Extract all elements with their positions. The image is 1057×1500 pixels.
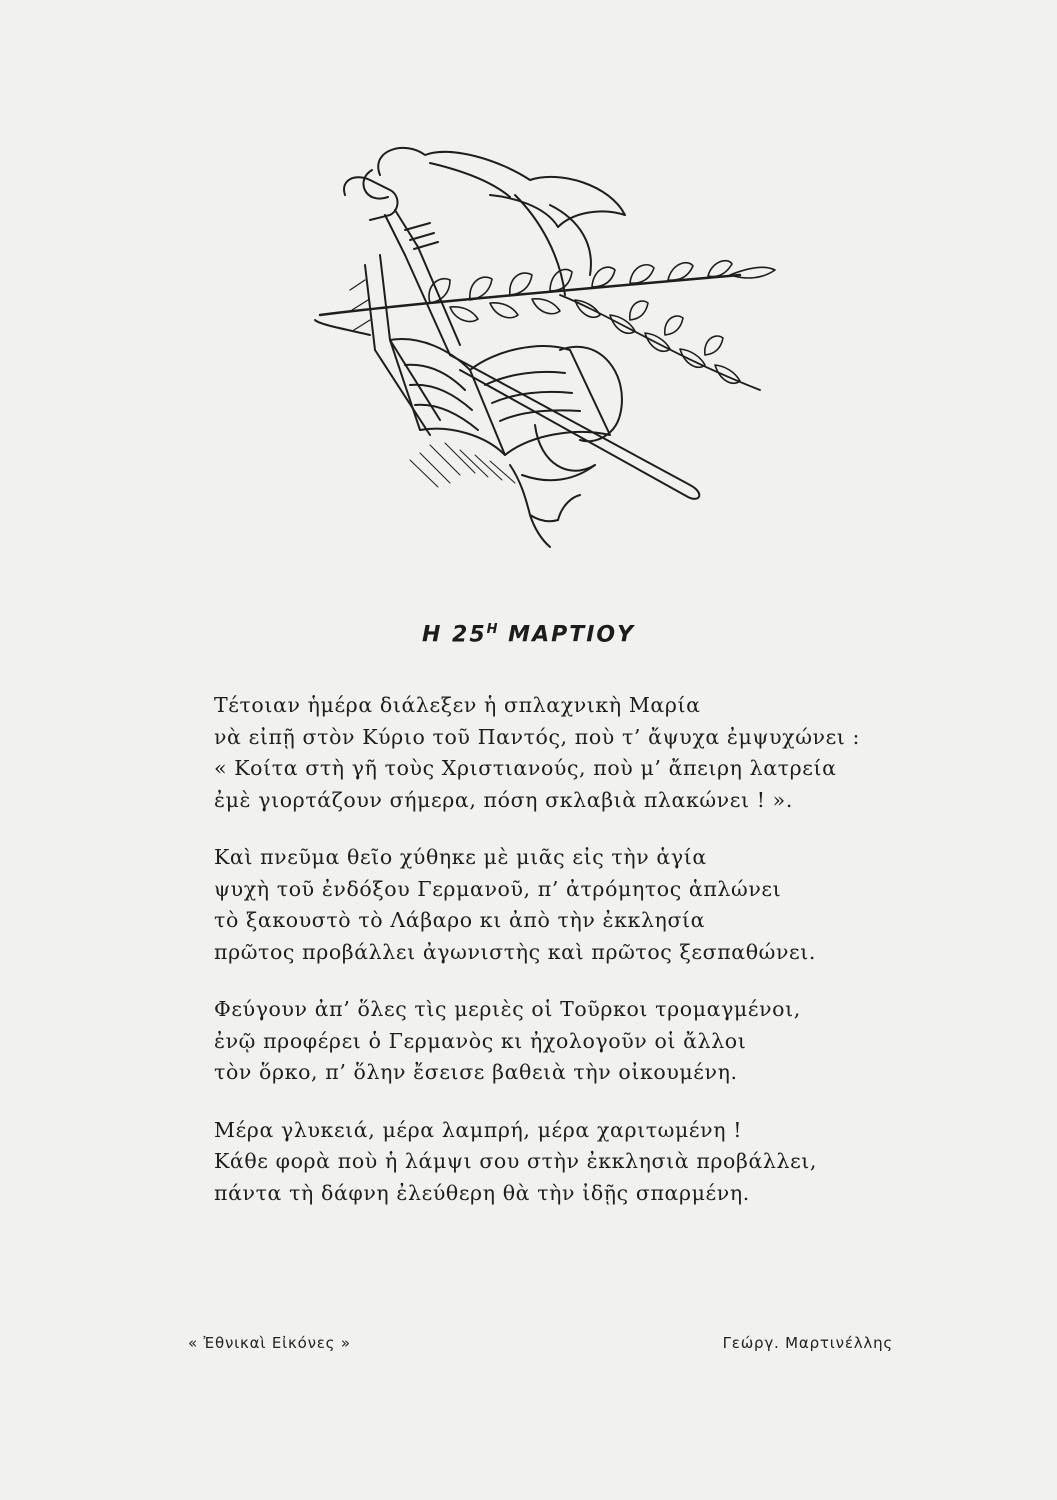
stanza xyxy=(214,842,894,968)
page-title: Η $25^H$ ΜΑΡΤΙΟΥ xyxy=(421,622,636,648)
source-citation: « Ἐθνικαὶ Εἰκόνες » xyxy=(188,1334,351,1352)
stanza xyxy=(214,690,894,816)
poem-line: Φεύγουν ἀπ’ ὅλες τὶς μεριὲς οἱ Τοῦρκοι τρομαγμένοι, xyxy=(214,997,801,1021)
poem-line: πρῶτος προβάλλει ἀγωνιστὴς καὶ πρῶτος ξεσπαθώνει. xyxy=(214,939,817,964)
poem-line: ψυχὴ τοῦ ἐνδόξου Γερμανοῦ, π’ ἀτρόμητος ἁπλώνει xyxy=(214,876,782,901)
poem-line: τὸν ὅρκο, π’ ὅλην ἔσεισε βαθειὰ τὴν οἰκουμένη. xyxy=(214,1060,738,1084)
author-name: Γεώργ. Μαρτινέλλης xyxy=(722,1334,893,1352)
poem-line: ἐνῷ προφέρει ὁ Γερμανὸς κι ἠχολογοῦν οἱ ἄλλοι xyxy=(214,1028,747,1053)
poem-line: τὸ ξακουστὸ τὸ Λάβαρο κι ἀπὸ τὴν ἐκκλησία xyxy=(214,908,706,932)
poem-line: Κάθε φορὰ ποὺ ἡ λάμψι σου στὴν ἐκκλησιὰ προβάλλει, xyxy=(214,1149,818,1173)
poem-line: ἐμὲ γιορτάζουν σήμερα, πόση σκλαβιὰ πλακώνει ! ». xyxy=(214,787,793,812)
stanza xyxy=(214,1115,894,1210)
poem-line: Μέρα γλυκειά, μέρα λαμπρή, μέρα χαριτωμένη ! xyxy=(214,1117,743,1142)
poem-line: Τέτοιαν ἡμέρα διάλεξεν ἡ σπλαχνικὴ Μαρία xyxy=(214,693,701,717)
poem xyxy=(214,690,894,1235)
poem-line: νὰ εἰπῇ στὸν Κύριο τοῦ Παντός, ποὺ τ’ ἄψυχα ἐμψυχώνει : xyxy=(214,724,861,749)
stanza xyxy=(214,994,894,1089)
poem-line: « Κοίτα στὴ γῆ τοὺς Χριστιανούς, ποὺ μ’ ἄπειρη λατρεία xyxy=(214,756,837,780)
poem-line: πάντα τὴ δάφνη ἐλεύθερη θὰ τὴν ἰδῇς σπαρμένη. xyxy=(214,1180,750,1205)
poem-line: Καὶ πνεῦμα θεῖο χύθηκε μὲ μιᾶς εἰς τὴν ἁγία xyxy=(214,845,707,869)
book-sword-laurel-emblem-icon xyxy=(310,135,780,555)
